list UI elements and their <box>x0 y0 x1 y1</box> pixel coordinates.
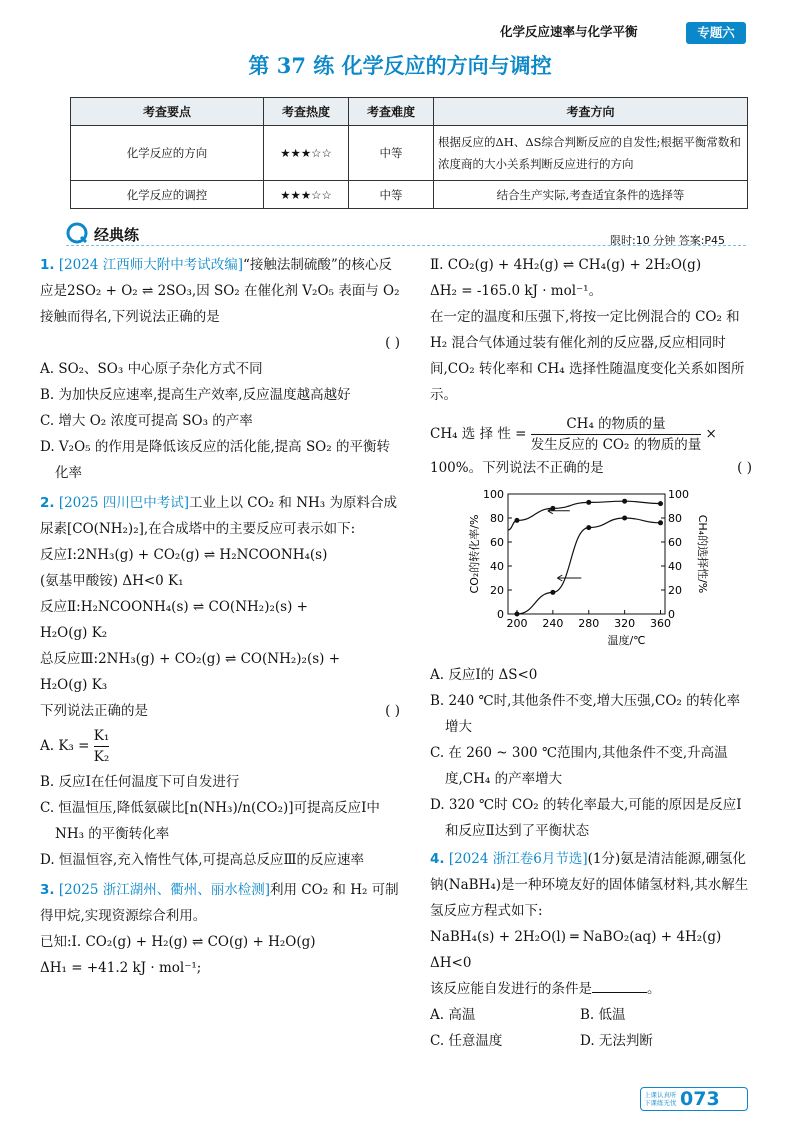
answer-blank[interactable] <box>592 978 647 993</box>
x-axis-label: 温度/℃ <box>607 634 646 647</box>
section-title: 经典练 <box>94 226 140 244</box>
question-3 <box>40 877 400 981</box>
option: D. 320 ℃时 CO₂ 的转化率最大,可能的原因是反应Ⅰ和反应Ⅱ达到了平衡状态 <box>430 797 742 839</box>
y2-tick-label: 60 <box>668 536 682 549</box>
table-cell: 化学反应的调控 <box>71 181 264 209</box>
x-tick-label: 320 <box>614 617 636 630</box>
y-tick-label: 60 <box>490 536 504 549</box>
equation-line: NaBH₄(s) + 2H₂O(l) ═ NaBO₂(aq) + 4H₂(g) <box>430 929 722 945</box>
option: B. 为加快反应速率,提高生产效率,反应温度越高越好 <box>40 387 351 403</box>
option: D. V₂O₅ 的作用是降低该反应的活化能,提高 SO₂ 的平衡转化率 <box>40 439 390 481</box>
info-table <box>70 97 748 209</box>
y-tick-label: 40 <box>490 560 504 573</box>
equation-line: 反应Ⅰ:2NH₃(g) + CO₂(g) ⇌ H₂NCOONH₄(s) <box>40 547 328 563</box>
data-point <box>514 518 519 523</box>
right-column <box>430 252 752 481</box>
arrow-right-series <box>548 508 570 514</box>
table-cell: 中等 <box>349 181 434 209</box>
table-header: 考查热度 <box>264 98 349 126</box>
table-cell: ★★★☆☆ <box>264 126 349 181</box>
y2-tick-label: 80 <box>668 512 682 525</box>
equation-line: (氨基甲酸铵) ΔH<0 K₁ <box>40 573 184 589</box>
page-title: 第 37 练 化学反应的方向与调控 <box>248 53 552 78</box>
denominator: K₂ <box>93 749 110 765</box>
question-source: [2025 浙江湖州、衢州、丽水检测] <box>58 882 271 898</box>
y2-tick-label: 40 <box>668 560 682 573</box>
table-header: 考查难度 <box>349 98 434 126</box>
data-point <box>514 612 519 617</box>
question-source: [2025 四川巴中考试] <box>58 495 190 511</box>
equation-line: 总反应Ⅲ:2NH₃(g) + CO₂(g) ⇌ CO(NH₂)₂(s) + <box>40 651 341 667</box>
table-cell: 中等 <box>349 126 434 181</box>
numerator: K₁ <box>94 726 110 747</box>
question-4 <box>430 846 752 1054</box>
question-prompt <box>430 976 752 1002</box>
table-header: 考查方向 <box>434 98 748 126</box>
equation-line: 反应Ⅱ:H₂NCOONH₄(s) ⇌ CO(NH₂)₂(s) + <box>40 599 308 615</box>
option-label: A. K₃ = <box>40 738 90 754</box>
series-line-1 <box>517 518 661 614</box>
question-2 <box>40 490 400 873</box>
equation-line: ΔH<0 <box>430 955 472 971</box>
question-stem: “接触法制硫酸”的核心反应是2SO₂ + O₂ ⇌ 2SO₃,因 SO₂ 在催化剂 V₂O₅ 表面与 O₂ 接触而得名,下列说法正确的是 <box>40 257 400 325</box>
question-prompt: 100%。下列说法不正确的是 <box>430 460 604 476</box>
question-stem: 利用 CO₂ 和 H₂ 可制得甲烷,实现资源综合利用。 <box>40 882 399 924</box>
table-header: 考查要点 <box>71 98 264 126</box>
option: A. 高温 <box>430 1007 476 1023</box>
numerator: CH₄ 的物质的量 <box>531 414 701 435</box>
option: C. 恒温恒压,降低氨碳比[n(NH₃)/n(CO₂)]可提高反应Ⅰ中 NH₃ 的平衡转化率 <box>40 800 380 842</box>
equation-line: ΔH₁ = +41.2 kJ · mol⁻¹; <box>40 960 202 976</box>
series-line-0 <box>508 501 661 530</box>
data-point <box>622 499 627 504</box>
y-axis-label-left: CO₂的转化率/% <box>468 514 481 594</box>
option: B. 低温 <box>580 1007 626 1023</box>
data-point <box>622 516 627 521</box>
option: C. 在 260 ~ 300 ℃范围内,其他条件不变,升高温度,CH₄ 的产率增大 <box>430 745 728 787</box>
formula-label: CH₄ 选 择 性 = <box>430 426 527 442</box>
right-column-lower <box>430 662 752 1054</box>
question-prompt: 下列说法正确的是 <box>40 703 148 719</box>
question-1 <box>40 252 400 486</box>
table-cell: 根据反应的ΔH、ΔS综合判断反应的自发性;根据平衡常数和浓度商的大小关系判断反应进行的方向 <box>434 126 748 181</box>
header-topic: 化学反应速率与化学平衡 <box>500 24 638 39</box>
question-number: 3. <box>40 882 55 898</box>
y2-tick-label: 20 <box>668 584 682 597</box>
plot-frame <box>508 494 665 614</box>
y-tick-label: 100 <box>483 488 504 501</box>
y-tick-label: 20 <box>490 584 504 597</box>
section-icon <box>66 222 88 244</box>
table-cell: 化学反应的方向 <box>71 126 264 181</box>
question-number: 1. <box>40 257 55 273</box>
x-tick-label: 280 <box>578 617 600 630</box>
data-point <box>586 500 591 505</box>
prompt-text: 该反应能自发进行的条件是 <box>430 981 592 997</box>
answer-paren: ( ) <box>385 335 400 351</box>
time-limit: 限时:10 分钟 答案:P45 <box>610 234 726 247</box>
fraction <box>94 726 110 767</box>
option: A. SO₂、SO₃ 中心原子杂化方式不同 <box>40 361 263 377</box>
equation-line: H₂O(g) K₃ <box>40 677 108 693</box>
data-point <box>658 501 663 506</box>
prompt-tail: 。 <box>647 981 661 997</box>
data-point <box>550 590 555 595</box>
left-column <box>40 252 400 981</box>
times-sign: × <box>705 426 717 442</box>
option: D. 恒温恒容,充入惰性气体,可提高总反应Ⅲ的反应速率 <box>40 852 365 868</box>
option: A. 反应Ⅰ的 ΔS<0 <box>430 667 538 683</box>
data-point <box>658 520 663 525</box>
option: C. 任意温度 <box>430 1033 503 1049</box>
arrow-left-series <box>557 575 581 581</box>
footer-slogan <box>644 1091 677 1107</box>
header-badge: 专题六 <box>686 22 746 44</box>
question-number: 2. <box>40 495 55 511</box>
selectivity-formula <box>430 414 752 455</box>
table-cell: 结合生产实际,考查适宜条件的选择等 <box>434 181 748 209</box>
data-point <box>586 525 591 530</box>
option: C. 增大 O₂ 浓度可提高 SO₃ 的产率 <box>40 413 253 429</box>
equation-line: Ⅱ. CO₂(g) + 4H₂(g) ⇌ CH₄(g) + 2H₂O(g) <box>430 257 702 273</box>
y-axis-label-right: CH₄的选择性/% <box>696 514 709 594</box>
question-text: 在一定的温度和压强下,将按一定比例混合的 CO₂ 和 H₂ 混合气体通过装有催化剂的反应器,反应相同时间,CO₂ 转化率和 CH₄ 选择性随温度变化关系如图所示。 <box>430 309 745 403</box>
denominator: 发生反应的 CO₂ 的物质的量 <box>530 437 702 453</box>
y-tick-label: 80 <box>490 512 504 525</box>
y2-tick-label: 0 <box>668 608 675 621</box>
option: B. 240 ℃时,其他条件不变,增大压强,CO₂ 的转化率增大 <box>430 693 741 735</box>
equation-line: 已知:Ⅰ. CO₂(g) + H₂(g) ⇌ CO(g) + H₂O(g) <box>40 934 316 950</box>
option: D. 无法判断 <box>580 1033 653 1049</box>
slogan-line: 上课认真听 <box>644 1091 677 1099</box>
x-tick-label: 200 <box>506 617 528 630</box>
fraction <box>531 414 701 455</box>
x-tick-label: 240 <box>542 617 564 630</box>
chart <box>460 482 710 664</box>
y-tick-label: 0 <box>497 608 504 621</box>
slogan-line: 下课练无忧 <box>644 1099 677 1107</box>
option <box>40 726 400 767</box>
question-stem: 工业上以 CO₂ 和 NH₃ 为原料合成尿素[CO(NH₂)₂],在合成塔中的主要反应可表示如下: <box>40 495 397 537</box>
section-divider <box>66 245 746 246</box>
equation-line: ΔH₂ = -165.0 kJ · mol⁻¹。 <box>430 283 603 299</box>
page-number: 073 <box>680 1088 720 1110</box>
y2-tick-label: 100 <box>668 488 689 501</box>
question-source: [2024 江西师大附中考试改编] <box>58 257 244 273</box>
x-tick-label: 360 <box>650 617 672 630</box>
question-source: [2024 浙江卷6月节选] <box>448 851 588 867</box>
question-stem: (1分)氨是清洁能源,硼氢化钠(NaBH₄)是一种环境友好的固体储氢材料,其水解生氢反应方程式如下: <box>430 851 749 919</box>
equation-line: H₂O(g) K₂ <box>40 625 108 641</box>
answer-paren: ( ) <box>385 703 400 719</box>
table-cell: ★★★☆☆ <box>264 181 349 209</box>
answer-paren: ( ) <box>737 460 752 476</box>
question-number: 4. <box>430 851 445 867</box>
option: B. 反应Ⅰ在任何温度下可自发进行 <box>40 774 240 790</box>
